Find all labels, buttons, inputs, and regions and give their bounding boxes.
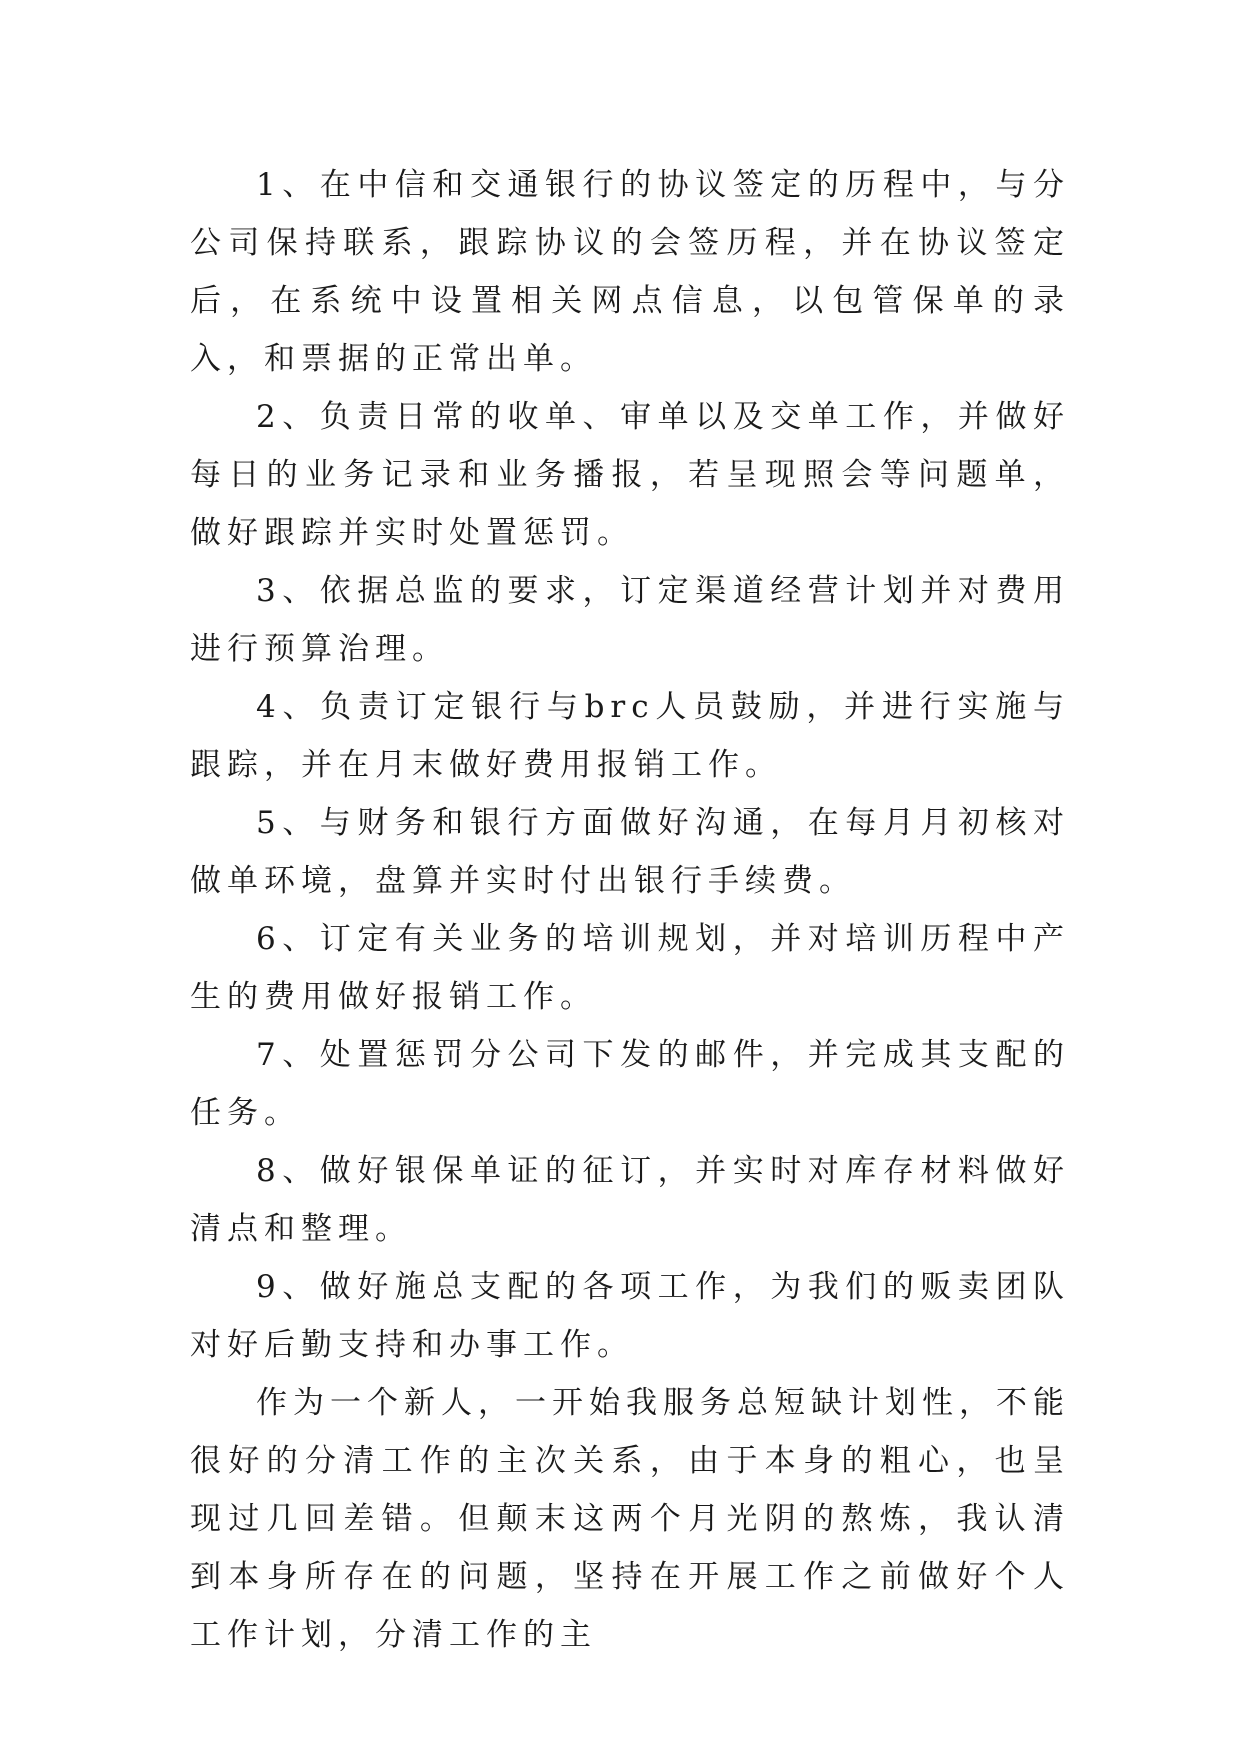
document-body	[190, 156, 1070, 1664]
paragraph-8: 8、做好银保单证的征订，并实时对库存材料做好清点和整理。	[190, 1153, 1070, 1247]
paragraph-4: 4、负责订定银行与brc人员鼓励，并进行实施与跟踪，并在月末做好费用报销工作。	[190, 689, 1070, 783]
paragraph-5: 5、与财务和银行方面做好沟通，在每月月初核对做单环境，盘算并实时付出银行手续费。	[190, 805, 1070, 899]
paragraph-9: 9、做好施总支配的各项工作，为我们的贩卖团队对好后勤支持和办事工作。	[190, 1269, 1070, 1363]
paragraph-1: 1、在中信和交通银行的协议签定的历程中，与分公司保持联系，跟踪协议的会签历程，并在协议签定后，在系统中设置相关网点信息，以包管保单的录入，和票据的正常出单。	[190, 167, 1070, 377]
paragraph-3: 3、依据总监的要求，订定渠道经营计划并对费用进行预算治理。	[190, 573, 1070, 667]
paragraph-10: 作为一个新人，一开始我服务总短缺计划性，不能很好的分清工作的主次关系，由于本身的粗心，也呈现过几回差错。但颠末这两个月光阴的熬炼，我认清到本身所存在的问题，坚持在开展工作之前做好个人工作计划，分清工作的主	[190, 1385, 1070, 1653]
paragraph-2: 2、负责日常的收单、审单以及交单工作，并做好每日的业务记录和业务播报，若呈现照会等问题单，做好跟踪并实时处置惩罚。	[190, 399, 1070, 551]
paragraph-6: 6、订定有关业务的培训规划，并对培训历程中产生的费用做好报销工作。	[190, 921, 1070, 1015]
paragraph-7: 7、处置惩罚分公司下发的邮件，并完成其支配的任务。	[190, 1037, 1070, 1131]
